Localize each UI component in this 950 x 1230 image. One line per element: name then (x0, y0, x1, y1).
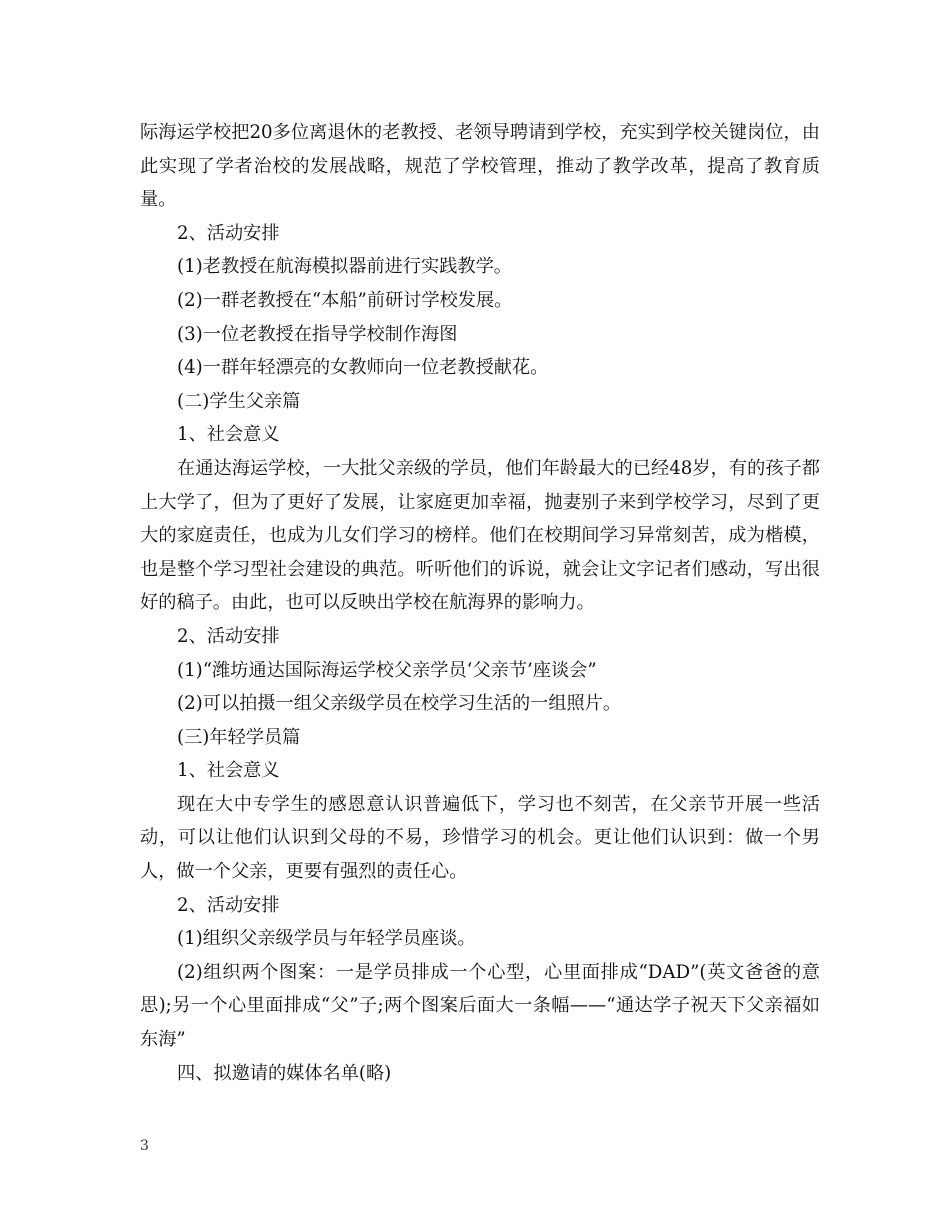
paragraph-heading: 2、活动安排 (177, 894, 280, 916)
list-item: (1)“潍坊通达国际海运学校父亲学员‘父亲节’座谈会” (177, 659, 597, 681)
list-item: (2)可以拍摄一组父亲级学员在校学习生活的一组照片。 (177, 693, 622, 715)
paragraph: 在通达海运学校，一大批父亲级的学员，他们年龄最大的已经48岁，有的孩子都上大学了，但为了更好了发展，让家庭更加幸福，抛妻别子来到学校学习，尽到了更大的家庭责任，也成为儿女们学习的榜样。他们在校期间学习异常刻苦，成为楷模，也是整个学习型社会建设的典范。听听他们的诉说，就会让文字记者们感动，写出很好的稿子。由此，也可以反映出学校在航海界的影响力。 (140, 457, 820, 614)
section-heading: (三)年轻学员篇 (177, 726, 301, 748)
body-text (140, 116, 820, 1090)
list-item: (1)组织父亲级学员与年轻学员座谈。 (177, 928, 476, 950)
paragraph-heading: 2、活动安排 (177, 222, 280, 244)
list-item: (2)一群老教授在“本船”前研讨学校发展。 (177, 289, 513, 311)
list-item: (1)老教授在航海模拟器前进行实践教学。 (177, 256, 512, 278)
list-item: (2)组织两个图案：一是学员排成一个心型，心里面排成“DAD”(英文爸爸的意思);另一个心里面排成“父”子;两个图案后面大一条幅——“通达学子祝天下父亲福如东海” (140, 961, 820, 1051)
paragraph-heading: 1、社会意义 (177, 424, 280, 446)
paragraph-continuation: 际海运学校把20多位离退休的老教授、老领导聘请到学校，充实到学校关键岗位，由此实现了学者治校的发展战略，规范了学校管理，推动了教学改革，提高了教育质量。 (140, 122, 820, 211)
list-item: (4)一群年轻漂亮的女教师向一位老教授献花。 (177, 357, 549, 379)
page-number: 3 (140, 1138, 149, 1154)
section-heading: (二)学生父亲篇 (177, 390, 301, 412)
paragraph-heading: 2、活动安排 (177, 625, 280, 647)
list-item: (3)一位老教授在指导学校制作海图 (177, 323, 458, 345)
paragraph-heading: 1、社会意义 (177, 760, 280, 782)
paragraph: 现在大中专学生的感恩意认识普遍低下，学习也不刻苦，在父亲节开展一些活动，可以让他们认识到父母的不易，珍惜学习的机会。更让他们认识到：做一个男人，做一个父亲，更要有强烈的责任心。 (140, 793, 820, 883)
section-heading: 四、拟邀请的媒体名单(略) (177, 1062, 392, 1084)
